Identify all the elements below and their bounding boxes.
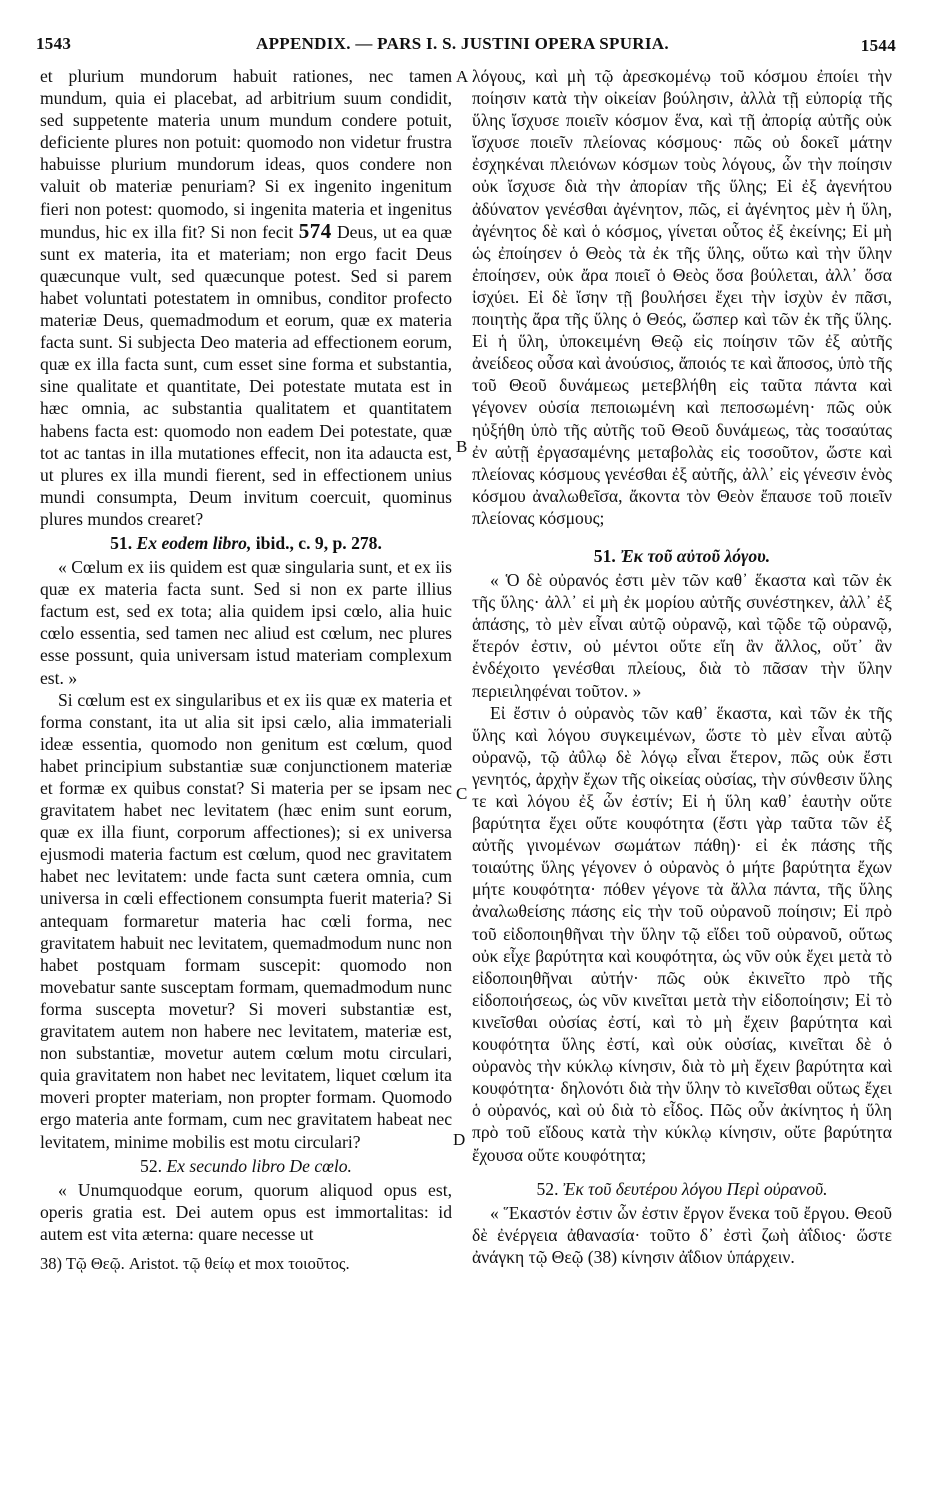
greek-paragraph-3: Εἰ ἔστιν ὁ οὐρανὸς τῶν καθ᾽ ἕκαστα, καὶ τῶν ἐκ τῆς ὕλης καὶ λόγου συγκειμένων, ὥστε τὸ μὲν εἶναι αὐτῷ οὐρανῷ, τῷ ἀΰλῳ δὲ λόγῳ εἶναι ἕτερον, πῶς οὐκ ἔστι γενητός, ἀρχὴν ἔχων τῆς οἰκείας οὐσίας, τὴν σύνθεσιν ὕλης τε καὶ λόγου ἐξ ὧν ἐστίν; Εἰ ἡ ὕλη καθ᾽ ἑαυτὴν οὔτε βαρύτητα ἔχει οὔτε κουφότητα (ἔστι γὰρ ταῦτα τῶν ἐξ αὐτῆς γινομένων σωμάτων πάθη)· εἰ ἐκ πάσης τῆς τοιαύτης ὕλης γέγονεν ὁ οὐρανὸς ὁ μήτε βαρύτητα ἔχων μήτε κουφότητα· πόθεν γέγονε τὰ ἄλλα πάντα, τῆς ὕλης ἀναλωθείσης πάσης εἰς τὴν τοῦ οὐρανοῦ ποίησιν; Εἰ πρὸ τοῦ εἰδοποιηθῆναι τὴν ὕλην τῷ εἴδει τοῦ οὐρανοῦ, οὕτως οὐκ εἶχε βαρύτητα καὶ κουφότητα, ὡς νῦν οὐκ ἔχει μετὰ τὸ εἰδοποιηθῆναι αὐτήν· πῶς οὐκ ἐκινεῖτο πρὸ τῆς εἰδοποιήσεως, ὡς νῦν κινεῖται μετὰ τὴν εἰδοποίησιν; Εἰ τὸ κινεῖσθαι οὐσίας ἐστί, καὶ τὸ μὴ ἔχειν βαρύτητα καὶ κουφότητα ὕλης ἐστί, καὶ οὐκ οὐσίας, κινεῖται δὲ ὁ οὐρανὸς τὴν κύκλῳ κίνησιν, διὰ τὸ μὴ ἔχειν βαρύτητα καὶ κουφότητα· δηλονότι διὰ τὴν ὕλην τὸ κινεῖσθαι οὕτως ἔχει ὁ οὐρανός, καὶ οὐ διὰ τὸ εἶδος. Πῶς οὖν ἀκίνητος ἡ ὕλη πρὸ τοῦ εἴδους κατὰ τὴν κύκλῳ κίνησιν, οὔτε βαρύτητα ἔχουσα οὔτε κουφότητα; xyxy=(472,702,892,1165)
latin-paragraph-1a: et plurium mundorum habuit rationes, nec tamen mundum, quia ei placebat, ad arbitrium suum condidit, sed suppetente materia unum mundum condere potuit, deficiente plures non potuit: quomodo non videtur frustra habuisse plurium mundorum ideas, quos condere non valuit ob materiæ penuriam? Si ex ingenito ingenitum fieri non potest: quomodo, si ingenita materia et ingenitus mundus, hic ex illa fit? Si non fecit xyxy=(40,66,452,242)
section-number: 52. xyxy=(140,1155,163,1176)
latin-paragraph-1b: Deus, ut ea quæ sunt ex materia, ita et materiam; non ergo facit Deus quæcunque vult, sed quæcunque potest. Sed si parem habet voluntati potestatem in omnibus, conditor profecto materiæ Deus, quemadmodum et eorum, quæ ex materia facta sunt. Si subjecta Deo materia ad effectionem eorum, quæ ex illa facta sunt, cum esset sine forma et substantia, sine qualitate et quantitate, Dei potestate mutata est in hæc omnia, ac substantia qualitatem et quantitatem habens facta est: quomodo non eadem Dei potestate, quæ tot ac tantas in illa mutationes effecit, non ita adaucta est, ut plures ex illa mundi fierent, sed in effectionem unius mundi consumpta, Deum invitum coercuit, quominus plures mundos crearet? xyxy=(40,221,452,529)
section-number: 51. xyxy=(110,532,133,553)
running-header xyxy=(36,28,896,56)
page-number-right: 1544 xyxy=(860,36,896,55)
greek-column xyxy=(472,65,892,1268)
section-title: Ex secundo libro De cœlo. xyxy=(166,1155,352,1176)
footnote: 38) Τῷ Θεῷ. Aristot. τῷ θείῳ et mox τοιοῦτος. xyxy=(40,1253,350,1273)
page-number-left: 1543 xyxy=(36,34,72,53)
greek-paragraph-1: λόγους, καὶ μὴ τῷ ἀρεσκομένῳ τοῦ κόσμου ἐποίει τὴν ποίησιν κατὰ τὴν οἰκείαν βούλησιν, ἀλλὰ τῇ εὐπορίᾳ τῆς ὕλης ἴσχυσε ποιεῖν κόσμον ἕνα, καὶ τῇ ἀπορίᾳ αὐτῆς οὐκ ἴσχυσε ποιεῖν πλείονας κόσμους· πῶς οὐ δοκεῖ μάτην ἐσχηκέναι πλειόνων κόσμων τοὺς λόγους, ὧν τὴν ποίησιν οὐκ ἴσχυσε διὰ τὴν ἀπορίαν τῆς ὕλης; Εἰ ἐξ ἀγενήτου ἀδύνατον γενέσθαι ἀγένητον, πῶς, εἰ ἀγένητος μὲν ἡ ὕλη, ἀγένητος δὲ καὶ ὁ κόσμος, γίνεται οὗτος ἐξ ἐκείνης; Εἰ μὴ ὡς ἐποίησεν ὁ Θεὸς τὰ ἐκ τῆς ὕλης, οὕτω καὶ τὴν ὕλην ἐποίησεν, οὐκ ἄρα ποιεῖ ὁ Θεὸς ὅσα βούλεται, ἀλλ᾽ ὅσα ἰσχύει. Εἰ δὲ ἴσην τῇ βουλήσει ἔχει τὴν ἰσχὺν ἐν πᾶσι, ποιητὴς ἄρα τῆς ὕλης ὁ Θεός, ὥσπερ καὶ τῶν ἐκ τῆς ὕλης. Εἰ ἡ ὕλη, ὑποκειμένη Θεῷ εἰς ποίησιν τῶν ἐξ αὐτῆς ἀνείδεος οὖσα καὶ ἀνούσιος, ἄποιός τε καὶ ἄποσος, ὑπὸ τῆς τοῦ Θεοῦ δυνάμεως μετεβλήθη εἰς ταῦτα πάντα καὶ γέγονεν οὐσία πεποιωμένη καὶ πεποσωμένη· πῶς οὐκ ηὐξήθη ὑπὸ τῆς αὐτῆς τοῦ Θεοῦ δυνάμεως, τὰς τοσαύτας ἐν αὐτῇ ἐργασαμένης μεταβολὰς εἰς τοσοῦτον, ὥστε καὶ πλείονας κόσμους γενέσθαι ἐξ αὐτῆς, ἀλλ᾽ εἰς γένεσιν ἑνὸς κόσμου ἀναλωθεῖσα, ἄκοντα τὸν Θεὸν ἔπαυσε τοῦ ποιεῖν πλείονας κόσμους; xyxy=(472,66,892,528)
section-reference: ibid., c. 9, p. 278. xyxy=(255,532,382,553)
margin-marker-a: A xyxy=(456,67,469,86)
latin-column xyxy=(40,65,452,1275)
section-title: Ex eodem libro, xyxy=(136,532,252,553)
inline-page-number: 574 xyxy=(298,218,332,243)
margin-marker-d: D xyxy=(453,1130,466,1149)
latin-paragraph-2: « Cœlum ex iis quidem est quæ singularia sunt, et ex iis quæ ex materia facta sunt. Sed si non ex parte illius factum est, sed ex tota; alia quidem ipsi cœlo, alia huic cœlo essentia, sed tamen nec aliud est cœlum, nec plures esse possunt, quia universam istud materiam complexum est. » xyxy=(40,557,452,688)
greek-section-51-heading xyxy=(472,545,892,567)
latin-paragraph-3: Si cœlum est ex singularibus et ex iis quæ ex materia et forma constant, ita ut alia sit ipsi cælo, alia immateriali ideæ essentia, quomodo non genitum est cœlum, quod habet principium substantiæ suæ conjunctionem materiæ et formæ ex quibus constat? Si materia per se ipsam nec gravitatem habet nec levitatem (hæc enim sunt eorum, quæ ex illa fiunt, corporum affectiones); si ex universa ejusmodi materia factum est cœlum, quod nec gravitatem habet nec levitatem: unde facta sunt cætera omnia, cum universa in cœli effectionem consumpta fuerit materia? Si antequam formaretur materia hac cœli forma, nec gravitatem habuit nec levitatem, quemadmodum nunc non habet postquam formam suscepit: quomodo non movebatur sante susceptam formam, quemadmodum nunc forma susceptа movetur? Si moveri substantiæ est, gravitatem autem non habere nec levitatem, materiæ est, non substantiæ, movetur autem cœlum motu circulari, quia gravitatem non habet nec levitatem, liquet cœlum ita moveri propter materiam, non propter formam. Quomodo ergo materia ante formam, cum nec gravitatem habeat nec levitatem, minime mobilis est motu circulari? xyxy=(40,689,452,1152)
latin-paragraph-4: « Unumquodque eorum, quorum aliquod opus est, operis gratia est. Dei autem opus est immortalitas: id autem est vita æterna: quare necesse ut xyxy=(40,1179,452,1244)
margin-marker-b: B xyxy=(456,437,468,456)
greek-paragraph-4: « Ἕκαστόν ἐστιν ὧν ἐστιν ἔργον ἕνεκα τοῦ ἔργου. Θεοῦ δὲ ἐνέργεια ἀθανασία· τοῦτο δ᾽ ἐστὶ ζωὴ ἀΐδιος· ὥστε ἀνάγκη τῷ Θεῷ (38) κίνησιν ἀΐδιον ὑπάρχειν. xyxy=(472,1202,892,1267)
section-title: Ἐκ τοῦ δευτέρου λόγου Περὶ οὐρανοῦ. xyxy=(562,1178,828,1199)
latin-section-52-heading xyxy=(40,1155,452,1177)
greek-paragraph-2: « Ὁ δὲ οὐρανός ἐστι μὲν τῶν καθ᾽ ἕκαστα καὶ τῶν ἐκ τῆς ὕλης· ἀλλ᾽ εἰ μὴ ἐκ μορίου αὐτῆς συνέστηκεν, ἀλλ᾽ ἐξ ἁπάσης, τὸ μὲν εἶναι αὐτῷ οὐρανῷ, καὶ τῷδε τῷ οὐρανῷ, ἕτερόν ἐστιν, οὐ μέντοι οὔτε εἴη ἂν ἄλλος, οὔτ᾽ ἂν ἐνδέχοιτο γενέσθαι πλείους, διὰ τὸ πᾶσαν τὴν ὕλην περιειληφέναι τοῦτον. » xyxy=(472,570,892,701)
section-title: Ἐκ τοῦ αὐτοῦ λόγου. xyxy=(620,545,771,566)
running-title: APPENDIX. — PARS I. S. JUSTINI OPERA SPURIA. xyxy=(256,34,669,53)
section-number: 52. xyxy=(536,1178,559,1199)
latin-section-51-heading xyxy=(40,532,452,554)
section-number: 51. xyxy=(593,545,616,566)
latin-paragraph-1 xyxy=(40,65,452,530)
greek-section-52-heading xyxy=(472,1178,892,1200)
margin-marker-c: C xyxy=(456,784,468,803)
